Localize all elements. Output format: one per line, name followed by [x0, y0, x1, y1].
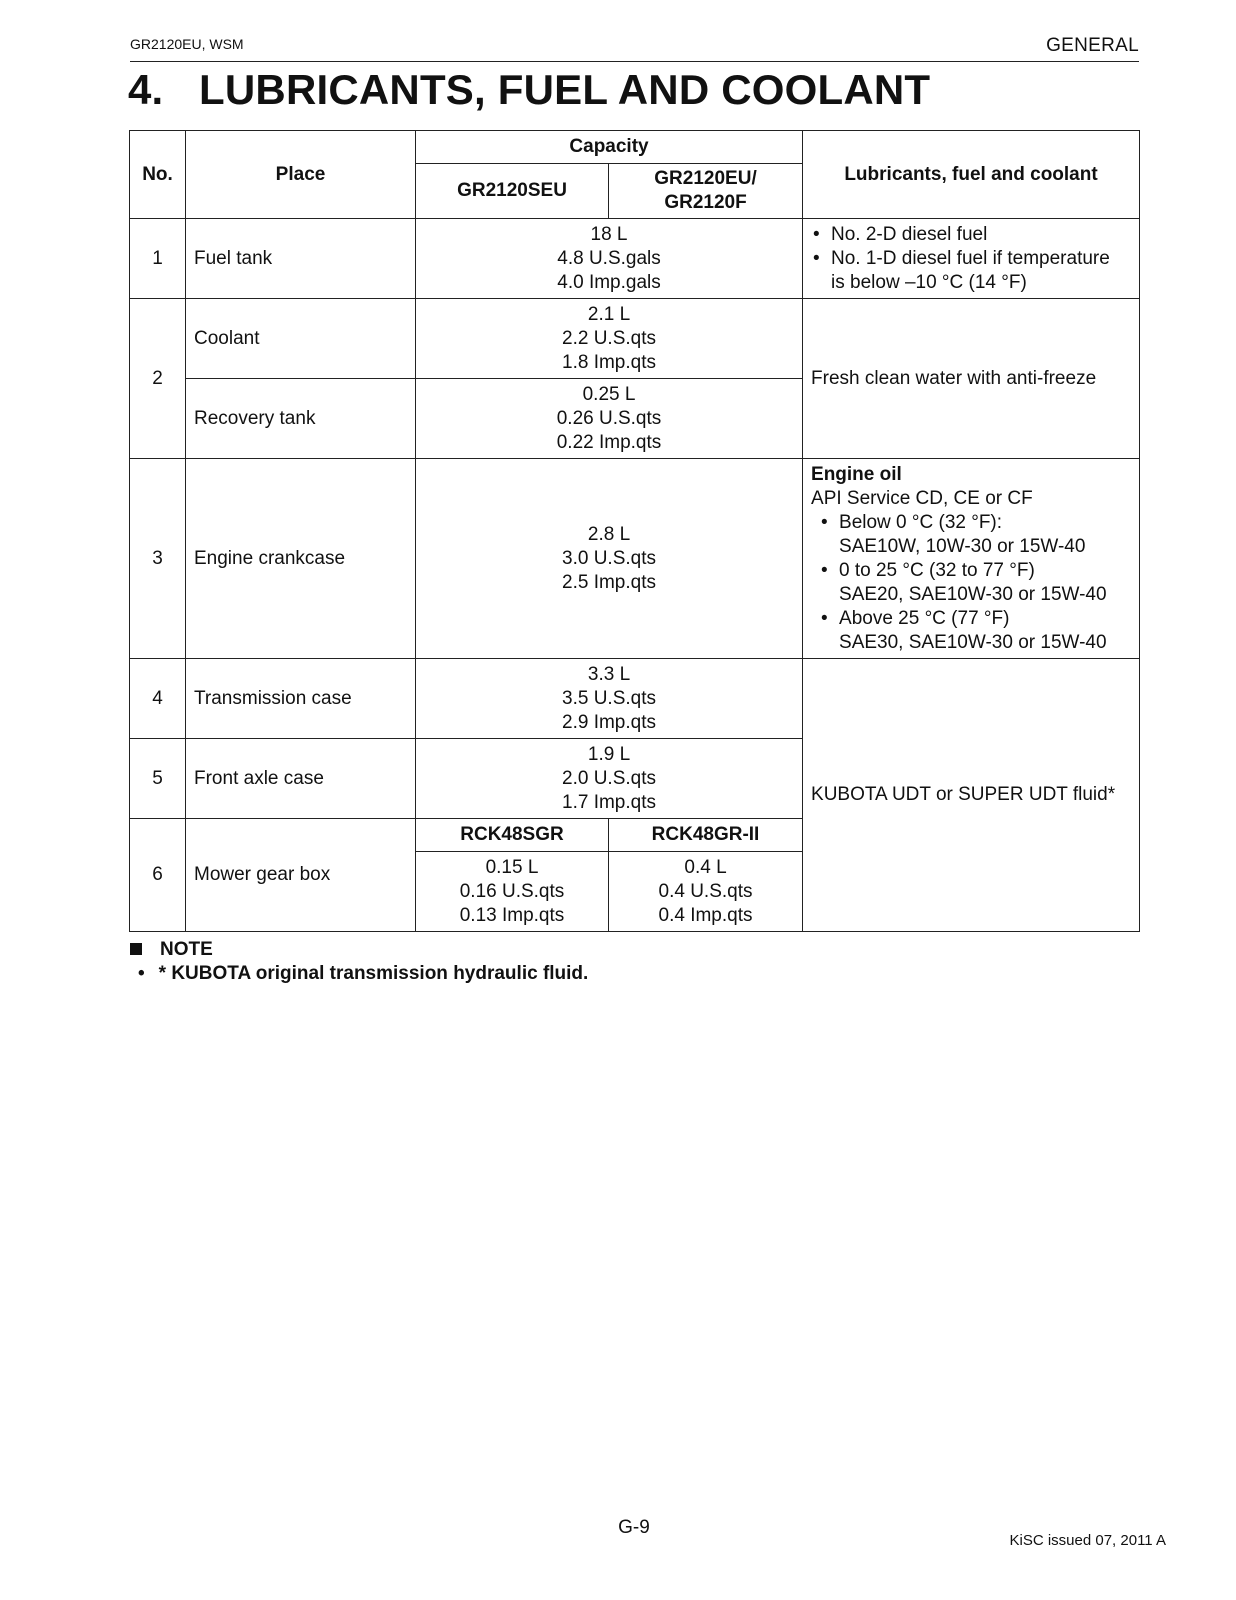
list-item: • No. 2-D diesel fuel [831, 223, 1131, 247]
row-number: 5 [130, 739, 186, 819]
bullet-icon: • [138, 963, 145, 984]
header-model-gr2120eu: GR2120EU/ GR2120F [609, 164, 803, 219]
row-lubricant [803, 219, 1140, 299]
table-row [130, 659, 1140, 739]
row-place: Engine crankcase [186, 459, 416, 659]
row-capacity: 0.25 L 0.26 U.S.qts 0.22 Imp.qts [416, 379, 803, 459]
header-place: Place [186, 131, 416, 219]
lubricants-table [129, 130, 1140, 932]
row-place: Mower gear box [186, 819, 416, 932]
header-rule [130, 61, 1139, 62]
row-capacity: 18 L 4.8 U.S.gals 4.0 Imp.gals [416, 219, 803, 299]
row-capacity: 2.8 L 3.0 U.S.qts 2.5 Imp.qts [416, 459, 803, 659]
row-place: Coolant [186, 299, 416, 379]
page-title: 4. LUBRICANTS, FUEL AND COOLANT [128, 66, 931, 113]
page-number: G-9 [618, 1517, 650, 1538]
row-place: Transmission case [186, 659, 416, 739]
row-capacity: 0.15 L 0.16 U.S.qts 0.13 Imp.qts [416, 852, 609, 932]
table-row [130, 459, 1140, 659]
row-number: 6 [130, 819, 186, 932]
mower-model-rck48gr-ii: RCK48GR-II [609, 819, 803, 852]
row-place: Front axle case [186, 739, 416, 819]
issue-info: KiSC issued 07, 2011 A [1009, 1532, 1166, 1549]
row-place: Fuel tank [186, 219, 416, 299]
header-model-gr2120seu: GR2120SEU [416, 164, 609, 219]
list-item: • Below 0 °C (32 °F): SAE10W, 10W-30 or 15W-40 [839, 511, 1131, 559]
row-number: 3 [130, 459, 186, 659]
list-item: • 0 to 25 °C (32 to 77 °F) SAE20, SAE10W-30 or 15W-40 [839, 559, 1131, 607]
row-lubricant: KUBOTA UDT or SUPER UDT fluid* [803, 659, 1140, 932]
list-item: • No. 1-D diesel fuel if temperature is below –10 °C (14 °F) [831, 247, 1131, 295]
row-capacity: 3.3 L 3.5 U.S.qts 2.9 Imp.qts [416, 659, 803, 739]
row-number: 1 [130, 219, 186, 299]
header-capacity: Capacity [416, 131, 803, 164]
header-document-code: GR2120EU, WSM [130, 36, 244, 52]
header-lubricants: Lubricants, fuel and coolant [803, 131, 1140, 219]
header-no: No. [130, 131, 186, 219]
row-number: 4 [130, 659, 186, 739]
row-place: Recovery tank [186, 379, 416, 459]
row-number: 2 [130, 299, 186, 459]
header-section-name: GENERAL [1046, 35, 1139, 56]
row-lubricant [803, 459, 1140, 659]
note-item: • * KUBOTA original transmission hydraulic fluid. [138, 963, 589, 984]
row-capacity: 1.9 L 2.0 U.S.qts 1.7 Imp.qts [416, 739, 803, 819]
row-capacity: 2.1 L 2.2 U.S.qts 1.8 Imp.qts [416, 299, 803, 379]
note-square-icon [130, 943, 142, 955]
row-lubricant: Fresh clean water with anti-freeze [803, 299, 1140, 459]
note-heading: NOTE [130, 939, 213, 961]
engine-oil-title: Engine oil [811, 463, 902, 485]
mower-model-rck48sgr: RCK48SGR [416, 819, 609, 852]
engine-oil-api: API Service CD, CE or CF [811, 487, 1033, 509]
row-capacity: 0.4 L 0.4 U.S.qts 0.4 Imp.qts [609, 852, 803, 932]
table-row [130, 219, 1140, 299]
table-row [130, 299, 1140, 379]
list-item: • Above 25 °C (77 °F) SAE30, SAE10W-30 or 15W-40 [839, 607, 1131, 655]
table-header-row [130, 131, 1140, 164]
